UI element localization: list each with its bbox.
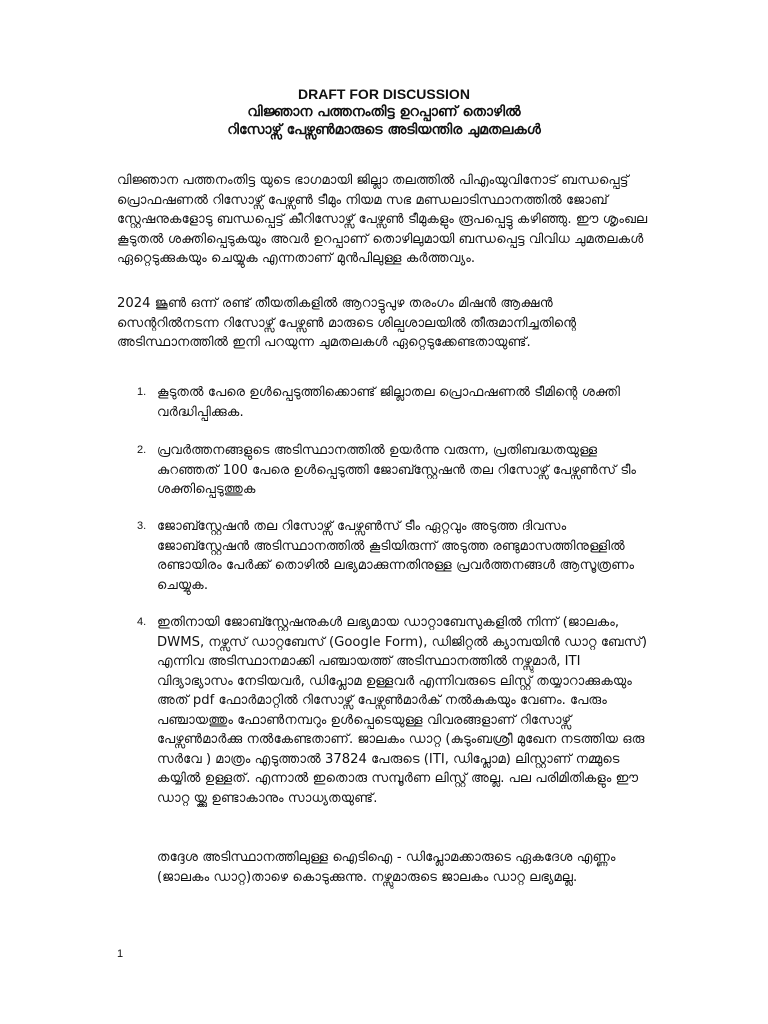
intro-paragraph: വിജ്ഞാന പത്തനംതിട്ട യുടെ ഭാഗമായി ജില്ലാ തലത്തിൽ പിഎംയുവിനോട് ബന്ധപ്പെട്ട് പ്രൊഫഷണൽ റിസോഴ്സ് പേഴ്സൺ ടീമും നിയമ സഭ മണ്ഡലാടിസ്ഥാനത്തിൽ ജോബ് സ്റ്റേഷനുകളോടു ബന്ധപ്പെട്ട് കീറിസോഴ്സ് പേഴ്സൺ ടീമുകളും രൂപപ്പെട്ടു കഴിഞ്ഞു. ഈ ശൃംഖല കൂടുതൽ ശക്തിപ്പെടുകയും അവർ ഉറപ്പാണ് തൊഴിലുമായി ബന്ധപ്പെട്ട വിവിധ ചുമതലകൾ ഏറ്റെടുക്കുകയും ചെയ്യുക എന്നതാണ് മുൻപിലുള്ള കർത്തവ്യം. <box>117 173 648 266</box>
list-item-text: ഇതിനായി ജോബ്സ്റ്റേഷനുകൾ ലഭ്യമായ ഡാറ്റാബേസുകളിൽ നിന്ന് (ജാലകം, DWMS, നഴ്സസ് ഡാറ്റബേസ് (Google Form), ഡിജിറ്റൽ ക്യാമ്പയിൻ ഡാറ്റ ബേസ്) എന്നിവ അടിസ്ഥാനമാക്കി പഞ്ചായത്ത് അടിസ്ഥാനത്തിൽ നഴ്സുമാർ, ITI വിദ്യാഭ്യാസം നേടിയവർ, ഡിപ്ലോമ ഉള്ളവർ എന്നിവരുടെ ലിസ്റ്റ് തയ്യാറാക്കുകയും അത് pdf ഫോർമാറ്റിൽ റിസോഴ്സ് പേഴ്സൺമാർക് നൽകുകയും വേണം. പേരും പഞ്ചായത്തും ഫോൺനമ്പറും ഉൾപ്പെടെയുള്ള വിവരങ്ങളാണ് റിസോഴ്സ് പേഴ്സൺമാർക്കു നൽകേണ്ടതാണ്. ജാലകം ഡാറ്റ (കുടുംബശ്രീ മുഖേന നടത്തിയ ഒരു സർവേ ) മാത്രം എടുത്താൽ 37824 പേരുടെ (ITI, ഡിപ്ലോമ) ലിസ്റ്റാണ് നമ്മുടെ കയ്യിൽ ഉള്ളത്. എന്നാൽ ഇതൊരു സമ്പൂർണ ലിസ്റ്റ് അല്ല. പല പരിമിതികളും ഈ ഡാറ്റ യ്ക്കു ഉണ്ടാകാനും സാധ്യതയുണ്ട്. <box>157 615 648 806</box>
list-item <box>137 613 657 808</box>
document-title: വിജ്ഞാന പത്തനംതിട്ട ഉറപ്പാണ് തൊഴിൽ <box>247 104 521 120</box>
list-item-number: 3. <box>137 520 147 532</box>
list-item-number: 1. <box>137 386 147 398</box>
list-item <box>137 517 657 595</box>
document-subtitle: റിസോഴ്സ് പേഴ്സൺമാരുടെ അടിയന്തിര ചുമതലകൾ <box>227 122 541 138</box>
workshop-paragraph: 2024 ജൂൺ ഒന്ന് രണ്ട് തീയതികളിൽ ആറാട്ടുപുഴ തരംഗം മിഷൻ ആക്ഷൻ സെന്ററിൽനടന്ന റിസോഴ്സ് പേഴ്സൺ മാരുടെ ശില്പശാലയിൽ തീരുമാനിച്ചതിന്റെ അടിസ്ഥാനത്തിൽ ഇനി പറയുന്ന ചുമതലകൾ ഏറ്റെടുക്കേണ്ടതായുണ്ട്. <box>117 296 577 350</box>
list-item-text: ജോബ്സ്റ്റേഷൻ തല റിസോഴ്സ് പേഴ്സൺസ് ടീം ഏറ്റവും അടുത്ത ദിവസം ജോബ്സ്റ്റേഷൻ അടിസ്ഥാനത്തിൽ കൂടിയിരുന്ന് അടുത്ത രണ്ടുമാസത്തിനുള്ളിൽ രണ്ടായിരം പേർക്ക് തൊഴിൽ ലഭ്യമാക്കുന്നതിനുള്ള പ്രവർത്തനങ്ങൾ ആസൂത്രണം ചെയ്യുക. <box>157 519 635 593</box>
draft-label: DRAFT FOR DISCUSSION <box>298 86 470 102</box>
list-item <box>137 441 657 500</box>
list-item-number: 4. <box>137 616 147 628</box>
closing-paragraph: തദ്ദേശ അടിസ്ഥാനത്തിലുള്ള ഐടിഐ - ഡിപ്ലോമക്കാരുടെ ഏകദേശ എണ്ണം (ജാലകം ഡാറ്റ)താഴെ കൊടുക്കുന്നു. നഴ്സുമാരുടെ ജാലകം ഡാറ്റ ലഭ്യമല്ല. <box>157 850 616 885</box>
list-item <box>137 383 657 422</box>
list-item-number: 2. <box>137 444 147 456</box>
list-item-text: കൂടുതൽ പേരെ ഉൾപ്പെടുത്തിക്കൊണ്ട് ജില്ലാതല പ്രൊഫഷണൽ ടീമിന്റെ ശക്തി വർദ്ധിപ്പിക്കുക. <box>157 385 620 420</box>
page-number: 1 <box>117 948 124 960</box>
list-item-text: പ്രവർത്തനങ്ങളുടെ അടിസ്ഥാനത്തിൽ ഉയർന്നു വരുന്ന, പ്രതിബദ്ധതയുള്ള കുറഞ്ഞത് 100 പേരെ ഉൾപ്പെടുത്തി ജോബ്സ്റ്റേഷൻ തല റിസോഴ്സ് പേഴ്സൺസ് ടീം ശക്തിപ്പെടുത്തുക <box>157 443 637 497</box>
